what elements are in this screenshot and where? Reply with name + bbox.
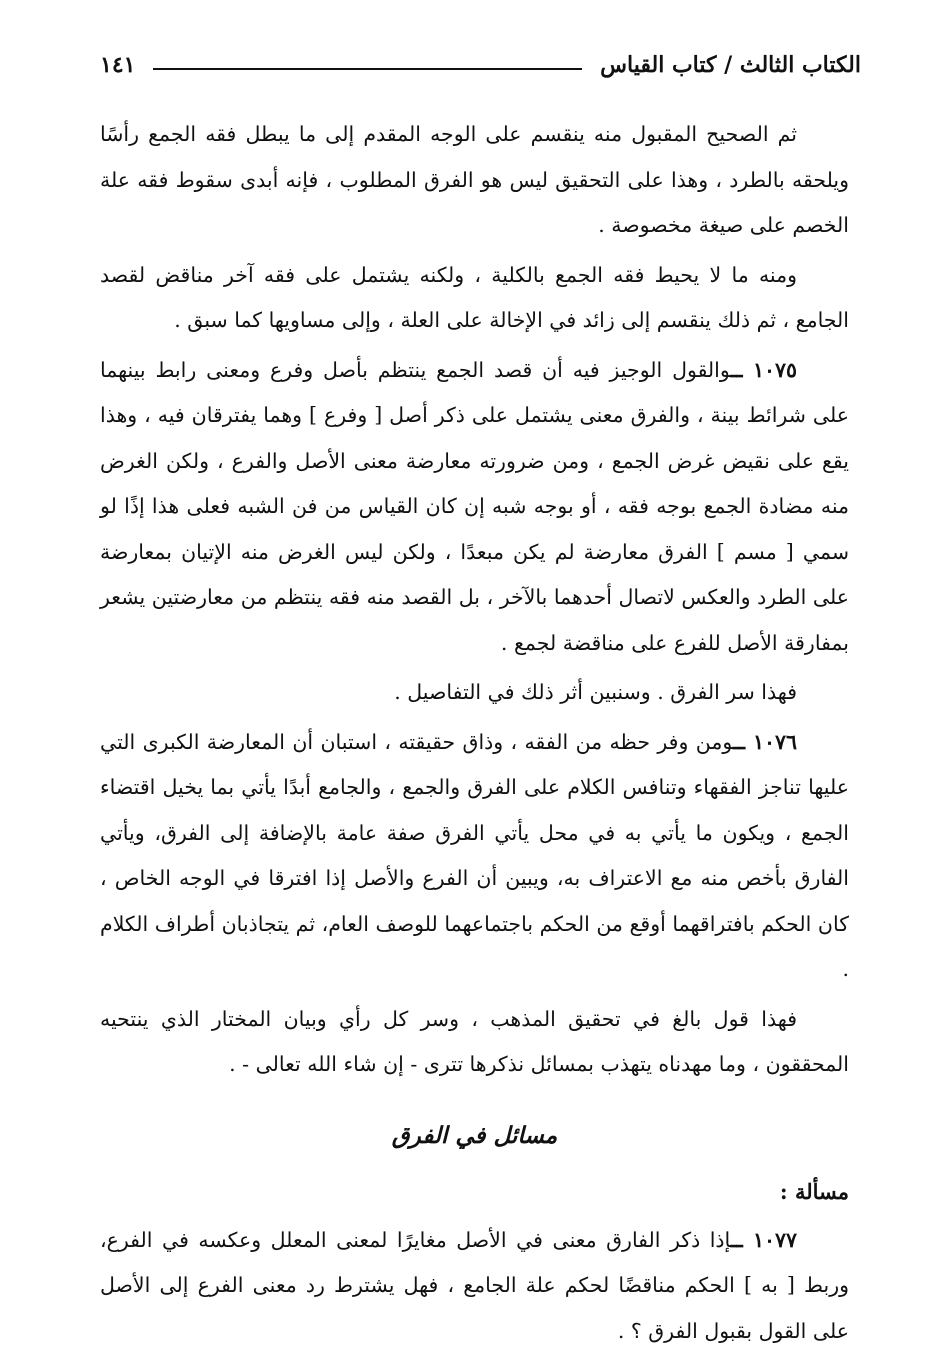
paragraph-number-1077: ١٠٧٧ ــ: [730, 1227, 797, 1252]
paragraph-sahih: ثم الصحيح المقبول منه ينقسم على الوجه المقدم إلى ما يبطل فقه الجمع رأسًا ويلحقه بالطرد ، وهذا على التحقيق ليس هو الفرق المطلوب ، فإنه أبدى سقوط فقه علة الخصم على صيغة مخصوصة .: [100, 122, 849, 237]
paragraph-1076: [100, 720, 849, 993]
section-title: مسائل في الفرق: [391, 1121, 558, 1149]
paragraph-secret: فهذا سر الفرق . وسنبين أثر ذلك في التفاصيل .: [394, 680, 797, 704]
paragraph-1075: [100, 348, 849, 667]
masala-label: مسألة :: [779, 1178, 849, 1204]
paragraph-final: فهذا قول بالغ في تحقيق المذهب ، وسر كل رأي وبيان المختار الذي ينتحيه المحققون ، وما مهدناه يتهذب بمسائل نذكرها تترى - إن شاء الله تعالى - .: [100, 1006, 849, 1076]
page-header: [100, 40, 861, 90]
paragraph-text-1076: ومن وفر حظه من الفقه ، وذاق حقيقته ، استبان أن المعارضة الكبرى التي عليها تناجز الفقهاء وتنافس الكلام على الفرق والجمع ، والجامع أبدًا يأتي بما يخيل اقتضاء الجمع ، ويكون ما يأتي به في محل يأتي الفرق صفة عامة بالإضافة إلى الفرق، ويأتي الفارق بأخص منه مع الاعتراف به، ويبين أن الفرع والأصل إذا افترقا في الوجه الخاص ، كان الحكم بافتراقهما أوقع من الحكم باجتماعهما للوصف العام، ثم يتجاذبان أطراف الكلام .: [100, 729, 849, 981]
paragraph-minhu: ومنه ما لا يحيط فقه الجمع بالكلية ، ولكنه يشتمل على فقه آخر مناقض لقصد الجامع ، ثم ذلك ينقسم إلى زائد في الإخالة على العلة ، وإلى مساويها كما سبق .: [100, 262, 849, 332]
paragraph-1077: [100, 1218, 849, 1355]
paragraph-text-1075: والقول الوجيز فيه أن قصد الجمع ينتظم بأصل وفرع ومعنى رابط بينهما على شرائط بينة ، والفرق معنى يشتمل على ذكر أصل [ وفرع ] وهما يفترقان فيه ، وهذا يقع على نقيض غرض الجمع ، ومن ضرورته معارضة معنى الأصل والفرع ، ولكن الغرض منه مضادة الجمع بوجه فقه ، أو بوجه شبه إن كان القياس من فن الشبه فعلى هذا إذًا لو سمي [ مسم ] الفرق معارضة لم يكن مبعدًا ، ولكن ليس الغرض منه الإتيان بمعارضة على الطرد والعكس لاتصال أحدهما بالآخر ، بل القصد منه فقه ينتظم من معارضتين يشعر بمفارقة الأصل للفرع على مناقضة لجمع .: [100, 357, 849, 655]
header-rule: [153, 68, 582, 70]
paragraph-number-1076: ١٠٧٦ ــ: [732, 729, 797, 754]
paragraph-number-1075: ١٠٧٥ ــ: [730, 357, 797, 382]
page-number: ١٤١: [100, 52, 136, 78]
page-body: [100, 112, 849, 1358]
running-title: الكتاب الثالث / كتاب القياس: [600, 52, 861, 78]
paragraph-text-1077: إذا ذكر الفارق معنى في الأصل مغايرًا لمعنى المعلل وعكسه في الفرع، وربط [ به ] الحكم مناقضًا لحكم علة الجامع ، فهل يشترط رد معنى الفرع إلى الأصل على القول بقبول الفرق ؟ .: [100, 1227, 849, 1343]
